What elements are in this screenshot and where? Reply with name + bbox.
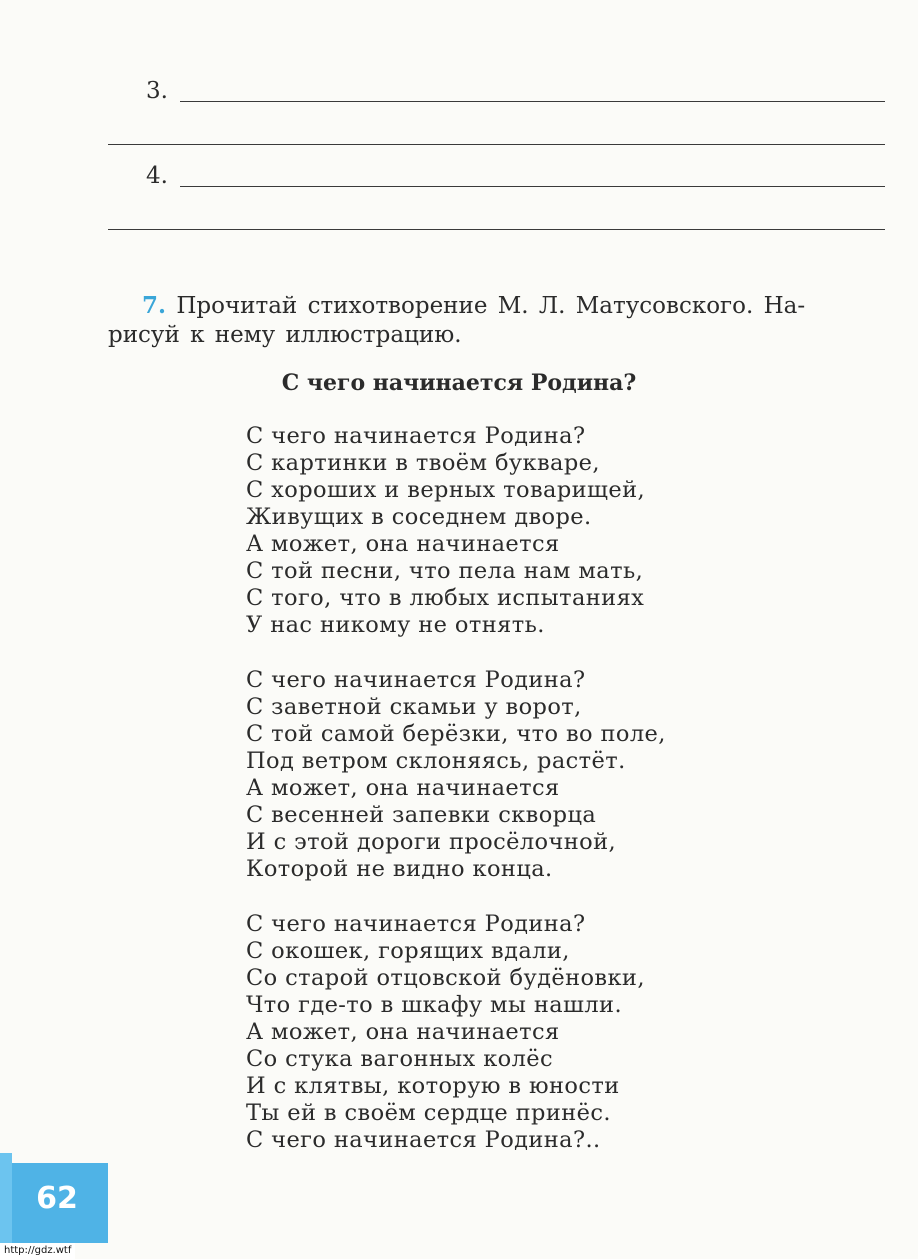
task-7-line-1 <box>108 291 884 321</box>
page-tab-stripe <box>0 1153 12 1243</box>
poem-title: С чего начинается Родина? <box>281 370 637 396</box>
answer-line-4b[interactable] <box>108 229 885 230</box>
task-number: 7. <box>142 292 167 319</box>
poem-stanza-3: С чего начинается Родина? С окошек, горящих вдали, Со старой отцовской будёновки, Что где-то в шкафу мы нашли. А может, она начинается Со стука вагонных колёс И с клятвы, которую в юности Ты ей в своём сердце принёс. С чего начинается Родина?.. <box>246 911 645 1153</box>
poem-stanza-1: С чего начинается Родина? С картинки в твоём букваре, С хороших и верных товарищей, Живущих в соседнем дворе. А может, она начинается С той песни, что пела нам мать, С того, что в любых испытаниях У нас никому не отнять. <box>246 423 646 638</box>
watermark-link[interactable]: http://gdz.wtf <box>0 1243 75 1259</box>
page-number-tab <box>0 1163 108 1243</box>
answer-line-4a[interactable] <box>180 186 885 187</box>
task-7-text-1: Прочитай стихотворение М. Л. Матусовского. На- <box>176 293 806 319</box>
task-7-instruction <box>108 291 884 350</box>
task-7-line-2: рисуй к нему иллюстрацию. <box>108 322 462 348</box>
page-number: 62 <box>36 1181 78 1216</box>
answer-line-3a[interactable] <box>180 101 885 102</box>
answer-item-4-number: 4. <box>146 163 168 189</box>
poem-stanza-2: С чего начинается Родина? С заветной скамьи у ворот, С той самой берёзки, что во поле, Под ветром склоняясь, растёт. А может, она начинается С весенней запевки скворца И с этой дороги просёлочной, Которой не видно конца. <box>246 667 666 882</box>
answer-item-3-number: 3. <box>146 78 168 104</box>
answer-line-3b[interactable] <box>108 144 885 145</box>
